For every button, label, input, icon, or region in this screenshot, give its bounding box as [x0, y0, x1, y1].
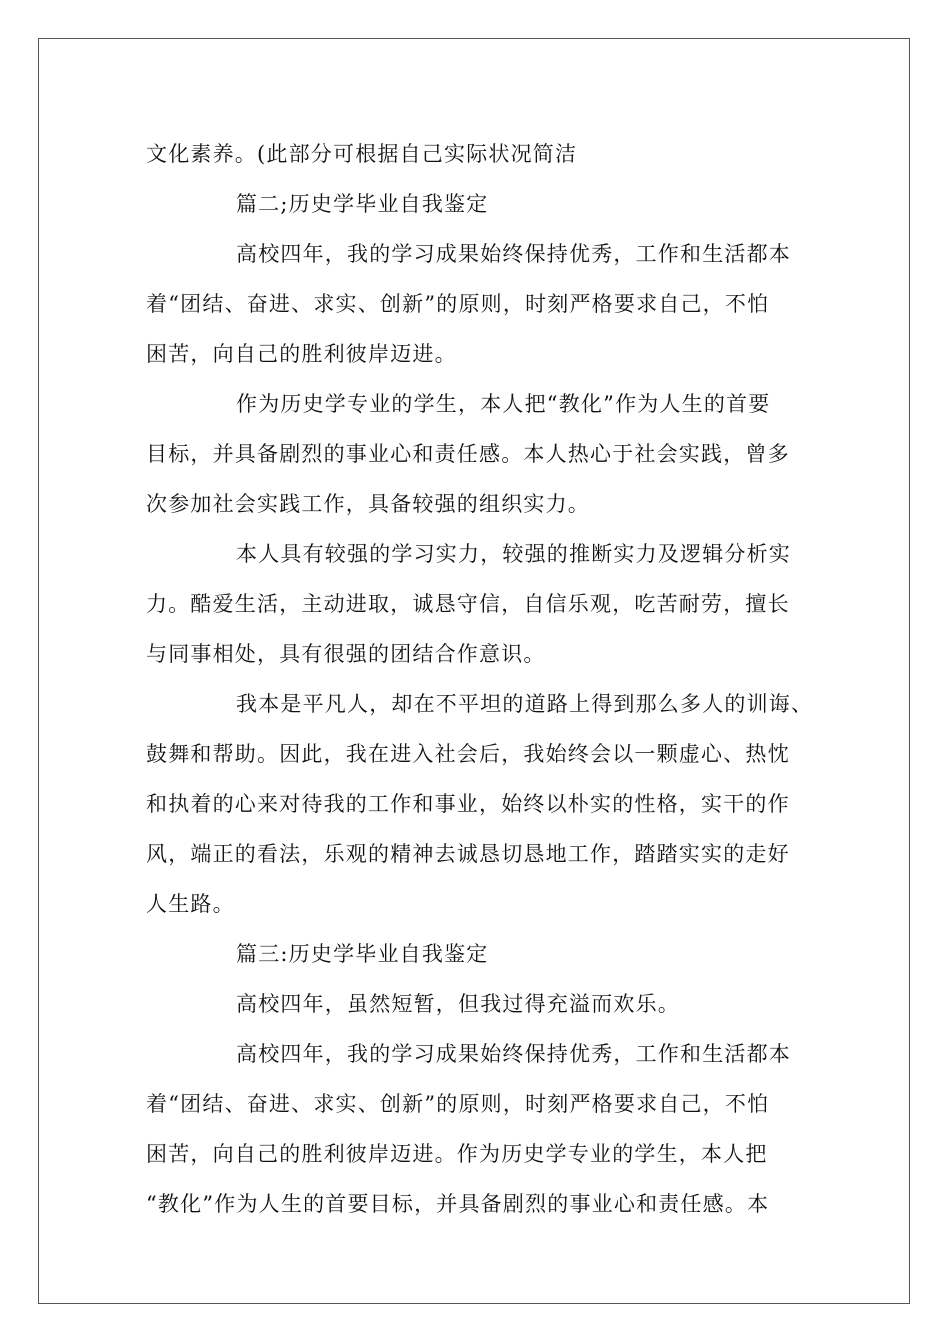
text-line: 着“团结、奋进、求实、创新”的原则，时刻严格要求自己，不怕	[146, 292, 770, 316]
text-line: 人生路。	[146, 892, 235, 916]
text-line: 高校四年，我的学习成果始终保持优秀，工作和生活都本	[236, 242, 791, 266]
document-body	[146, 129, 814, 1229]
text-line: 高校四年，虽然短暂，但我过得充溢而欢乐。	[236, 992, 680, 1016]
text-line: 我本是平凡人，却在不平坦的道路上得到那么多人的训诲、	[236, 692, 814, 716]
text-line: 高校四年，我的学习成果始终保持优秀，工作和生活都本	[236, 1042, 791, 1066]
text-line: 着“团结、奋进、求实、创新”的原则，时刻严格要求自己，不怕	[146, 1092, 770, 1116]
text-line: 目标，并具备剧烈的事业心和责任感。本人热心于社会实践，曾多	[146, 442, 790, 466]
text-line: 作为历史学专业的学生，本人把“教化”作为人生的首要	[236, 392, 771, 416]
text-line: 与同事相处，具有很强的团结合作意识。	[146, 642, 546, 666]
text-line: 和执着的心来对待我的工作和事业，始终以朴实的性格，实干的作	[146, 792, 790, 816]
text-line: 次参加社会实践工作，具备较强的组织实力。	[146, 492, 590, 516]
text-line: 文化素养。(此部分可根据自己实际状况简洁	[146, 142, 578, 166]
text-line: 困苦，向自己的胜利彼岸迈进。作为历史学专业的学生，本人把	[146, 1142, 768, 1166]
text-line: 鼓舞和帮助。因此，我在进入社会后，我始终会以一颗虚心、热忱	[146, 742, 790, 766]
text-line: 篇二;历史学毕业自我鉴定	[236, 192, 489, 216]
text-line: 本人具有较强的学习实力，较强的推断实力及逻辑分析实	[236, 542, 791, 566]
text-line: 困苦，向自己的胜利彼岸迈进。	[146, 342, 457, 366]
text-line: “教化”作为人生的首要目标，并具备剧烈的事业心和责任感。本	[146, 1192, 770, 1216]
text-line: 篇三:历史学毕业自我鉴定	[236, 942, 489, 966]
text-line: 风，端正的看法，乐观的精神去诚恳切恳地工作，踏踏实实的走好	[146, 842, 790, 866]
text-line: 力。酷爱生活，主动进取，诚恳守信，自信乐观，吃苦耐劳，擅长	[146, 592, 790, 616]
